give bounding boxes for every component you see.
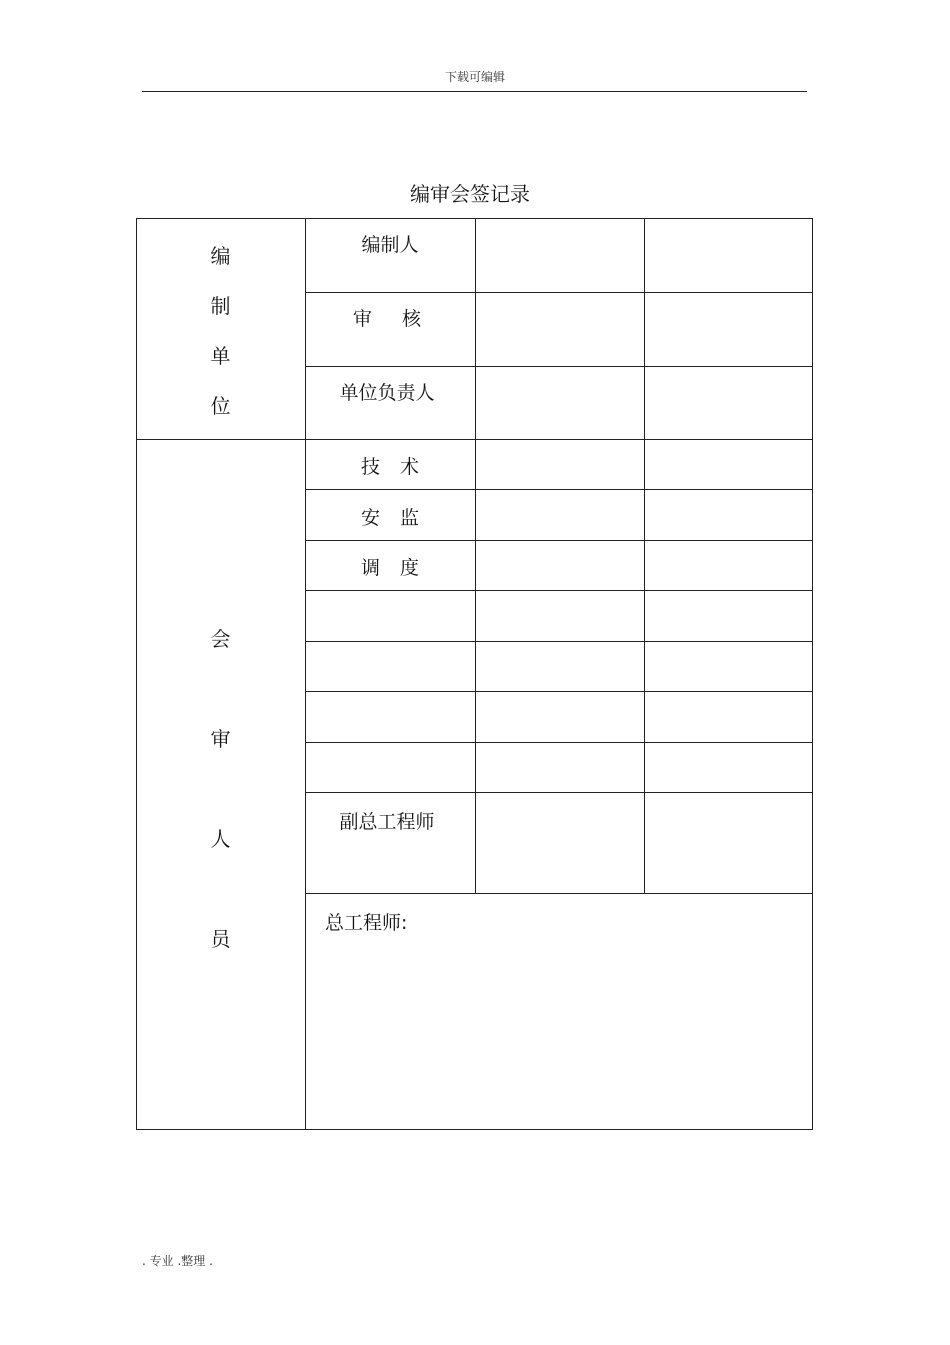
row-label-unit-head: 单位负责人 [339, 382, 435, 404]
row-label-chief-engineer: 总工程师: [325, 912, 408, 934]
group-label-char: 位 [210, 394, 231, 418]
group-label-char: 审 [210, 727, 231, 751]
row-divider [305, 893, 813, 894]
row-divider [305, 366, 813, 367]
row-divider [305, 641, 813, 642]
row-divider [305, 792, 813, 793]
row-divider [305, 691, 813, 692]
row-label-safety: 安监 [360, 507, 439, 529]
row-label-deputy-chief-engineer: 副总工程师 [339, 811, 435, 833]
row-divider [305, 742, 813, 743]
document-title: 编审会签记录 [410, 182, 530, 206]
group-label-char: 会 [210, 627, 231, 651]
group-label-char: 制 [210, 294, 231, 318]
header-text: 下载可编辑 [444, 70, 505, 84]
row-label-technical: 技术 [360, 456, 439, 478]
column-divider-1 [305, 218, 306, 1130]
header-rule [142, 91, 807, 92]
row-divider [305, 590, 813, 591]
group-divider [136, 439, 813, 440]
group-label-char: 员 [210, 927, 231, 951]
row-divider [305, 292, 813, 293]
row-divider [305, 489, 813, 490]
group-label-char: 编 [210, 244, 231, 268]
row-label-dispatch: 调度 [360, 557, 439, 579]
group-label-char: 单 [210, 344, 231, 368]
row-divider [305, 540, 813, 541]
row-label-review: 审 核 [352, 308, 428, 330]
footer-text: . 专业 .整理 . [142, 1254, 213, 1268]
row-label-compiler: 编制人 [361, 234, 419, 256]
group-label-char: 人 [210, 827, 231, 851]
